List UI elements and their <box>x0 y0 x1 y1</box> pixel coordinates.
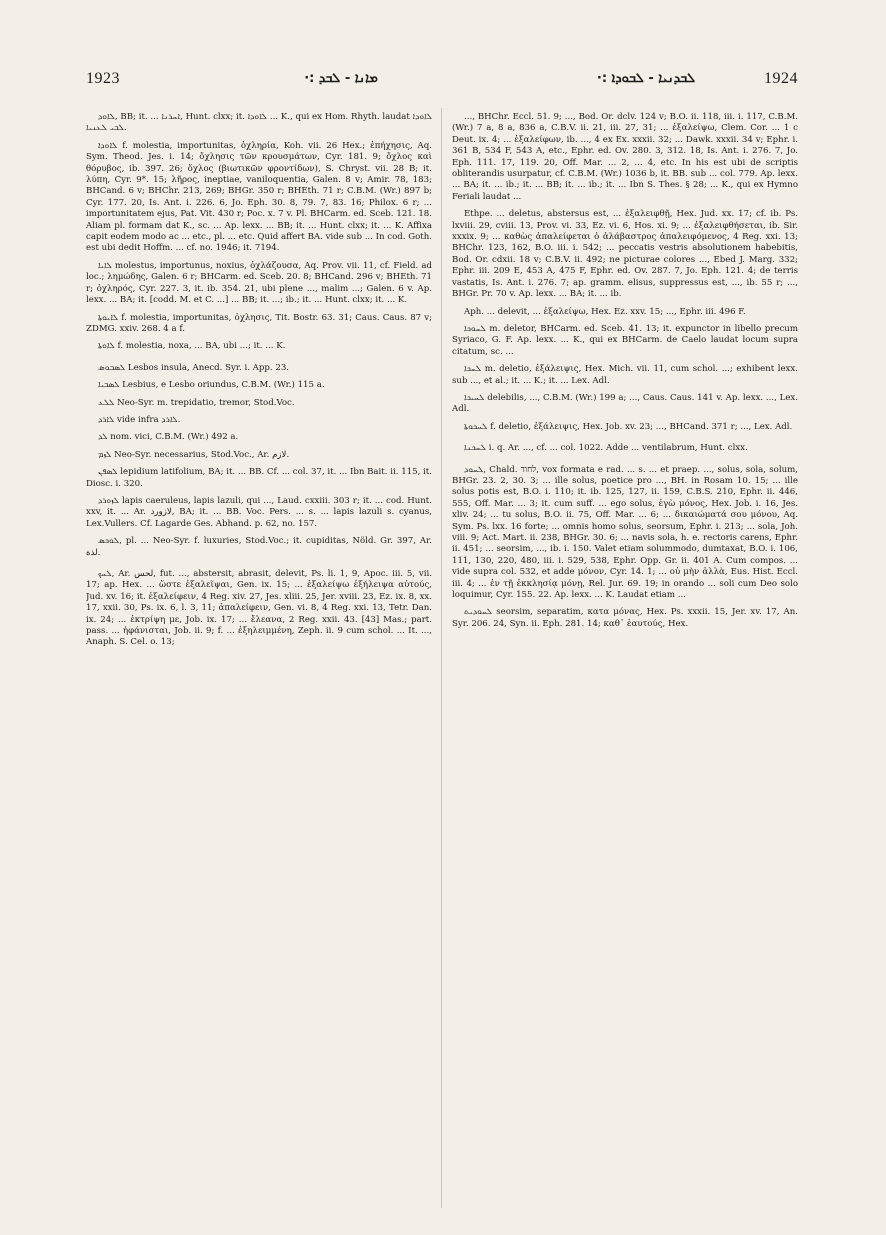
entry: ܠܐܘܬܐ f. molestia, noxa, ... BA, ubi ...; it. ... K. <box>98 341 286 352</box>
entry: ܠܚܟܐ m. deletio, ἐξάλειψις, Hex. Mich. vii. 11, cum schol. ...; exhibent lexx. sub ..., et al.; it. ... K.; it. ... Lex. Adl. <box>452 364 798 386</box>
entry: ܠܚܘܕ, Chald. לחוד, vox formata e rad. ... s. ... et praep. ..., solus, sola, solum, BHGr. 23. 2, 30. 3; ... ille solus, poetice pro ..., BH. in Rosam 10. 15; ... ille solus potis est, B.O. i. 110; it. ib. 125, 127, ii. 159, C.B.S. 210, Ephr. ii. 446, 555, Off. Mar. ... 3; it. cum suff. ... ego solus, ἐγὼ μόνος, Hex. Job. i. 16, Jes. xliv. 24; ... tu solus, B.O. ii. 75, Off. Mar. ... 6; ... δικαιώματά σου μόνου, Aq. Sym. Ps. lxx. 16 forte; ... omnis homo solus, seorsum, Ephr. i. 213; ... sola, Joh. viii. 9; Act. Mart. ii. 238, BHGr. 30. 6; ... navis sola, h. e. rectoris carens, Ephr. ii. 451; ... seorsim, ..., ib. i. 150. Valet etiam solummodo, dumtaxat, B.O. i. 106, 111, 130, 220, 480, iii. i. 529, 538, Ephr. Opp. Gr. ii. 401 A. Cum compos. ... vide supra col. 532, et adde μόνον, Cyr. 14. 1; ... οὐ μὴν ἀλλὰ, Eus. Hist. Eccl. iii. 4; ... ἐν τῇ ἐκκλησίᾳ μόνῃ, Rel. Jur. 69. 19; in orando ... soli cum Deo solo loquimur, Cyr. 155. 22. Ap. lexx. ... K. Laudat etiam ... <box>452 464 798 601</box>
entry: ܠܕ nom. vici, C.B.M. (Wr.) 492 a. <box>98 432 239 443</box>
entry: ܠܚܘܟܐ m. deletor, BHCarm. ed. Sceb. 41. 13; it. expunctor in libello precum Syriaco, G. F. Ap. lexx. ... K., qui ex BHCarm. de Caelo laudat locum supra citatum, sc. ... <box>452 323 798 357</box>
entry: ..., BHChr. Eccl. 51. 9; ..., Bod. Or. dclv. 124 v; B.O. ii. 118, iii. i. 117, C.B.M. (Wr.) 7 a, 8 a, 836 a, C.B.V. ii. 21, iii. 27, 31; ... ἐξαλείψω, Clem. Cor. ... 1 c Deut. ix. 4; ... ἐξαλείφων, ib. ..., 4 ex Ex. xxxii. 32; ... Dawk. xxxii. 34 v; Ephr. i. 361 B, 534 F, 543 A, etc., Ephr. ed. Ov. 280. 3, 312. 18, Is. Ant. i. 276. 7, Jo. Eph. 111. 17, 119. 20, Off. Mar. ... 2, ... 4, etc. In his est ubi de scriptis obliterandis usurpatur, cf. C.B.M. (Wr.) 1036 b, it. BB. sub ... col. 779. Ap. lexx. ... BA; it. ... ib.; it. ... BB; it. ... ib.; it. ... Ibn S. Thes. § 28; ... K., qui ex Hymno Feriali laudat ... <box>452 112 798 202</box>
right-running-head: ·: ܠܒܕܢܝܐ - ܠܒܘܕܐ <box>596 71 696 86</box>
entry: ܠܚܟܘܬܐ f. deletio, ἐξάλειψις, Hex. Job. xv. 23; ..., BHCand. 371 r; ..., Lex. Adl. <box>464 421 793 432</box>
entry: ܠܚܝܟܐ delebilis, ..., C.B.M. (Wr.) 199 a; ..., Caus. Caus. 141 v. Ap. lexx. ..., Lex. Adl. <box>452 392 798 415</box>
right-page-number: 1924 <box>764 70 798 87</box>
entry: ܠܐܪܕ vide infra ܠܐܪܕ. <box>98 414 181 425</box>
entry: ܠܐܝܘܬܐ f. molestia, importunitas, ὀχλησις, Tit. Bostr. 63. 31; Caus. Caus. 87 v; ZDMG. xxiv. 268. 4 a f. <box>86 312 432 334</box>
entry: ܠܐܘܕ, BB; it. ... ܐܚܪܢܐ, Hunt. clxx; it. ܠܐܘܕܐ ... K., qui ex Hom. Rhyth. laudat ܠܐܘܕܐ ܠܒܝ ܠܥܢܝܐ. <box>86 112 432 134</box>
entry: ܠܠܥ Neo-Syr. m. trepidatio, tremor, Stod.Voc. <box>98 397 295 408</box>
entry: ܠܣܦܢ lepidium latifolium, BA; it. ... BB. Cf. ... col. 37, it. ... Ibn Bait. ii. 115, it. Diosc. i. 320. <box>86 467 432 489</box>
entry: ܠܐܘܕܐ f. molestia, importunitas, ὀχληρία, Koh. vii. 26 Hex.; ἐπήχησις, Aq. Sym. Theod. Jes. i. 14; ὄχλησις τῶν κρουσμάτων, Cyr. 181. 9; ὄχλος καὶ θόρυβος, ib. 397. 26; ὄχλος (βιωτικῶν φροντίδων), S. Chryst. vii. 28 B; it. λύπη, Cyr. 9*. 15; λῆρος, ineptiae, vaniloquentia, Galen. 8 v; Amir. 78, 183; BHCand. 6 v; BHChr. 213, 269; BHGr. 350 r; BHEth. 71 r; C.B.M. (Wr.) 897 b; Cyr. 177. 20, Is. Ant. i. 226. 6, Jo. Eph. 30. 8, 79. 7, 83. 16; Philox. 6 r; ... importunitatem ejus, Pat. Vit. 430 r; Poc. x. 7 v. Pl. BHCarm. ed. Sceb. 121. 18. Aliam pl. formam dat K., sc. ... Ap. lexx. ... BB; it. ... Hunt. clxx; it. ... K. Affixa capit eodem modo ac ... etc., pl. ... etc. Quid affert BA. vide sub ... In cod. Goth. est ubi dedit Hoffm. ... cf. no. 1946; it. 7194. <box>86 140 432 254</box>
entry: ܠܙܘܪܕ lapis caeruleus, lapis lazuli, qui ..., Laud. cxxiii. 303 r; it. ... cod. Hunt. xxv, it. ... Ar. لازورد, BA; it. ... BB. Voc. Pers. ... s. ... lapis lazuli s. cyanus, Lex.Vullers. Cf. Lagarde Ges. Abhand. p. 62, no. 157. <box>86 495 432 529</box>
left-column <box>86 112 432 1212</box>
left-page-number: 1923 <box>86 70 120 87</box>
left-running-head: ·: ܡܐܢܐ - ܠܒܕ <box>304 71 378 86</box>
entry: ܠܙܡ Neo-Syr. necessarius, Stod.Voc., Ar. لازم. <box>98 449 290 460</box>
entry: ܠܚܟܢܐ i. q. Ar. ..., cf. ... col. 1022. Adde ... ventilabrum, Hunt. clxx. <box>464 443 748 454</box>
entry: ܠܘܟܣ, pl. ... Neo-Syr. f. luxuries, Stod.Voc.; it. cupiditas, Nöld. Gr. 397, Ar. لذة. <box>86 536 432 558</box>
entry: Aph. ... delevit, ... ἐξαλείψω, Hex. Ez. xxv. 15; ..., Ephr. iii. 496 F. <box>464 306 746 317</box>
entry: Ethpe. ... deletus, abstersus est, ... ἐξαλειφθῇ, Hex. Jud. xx. 17; cf. ib. Ps. lxviii. 29, cviii. 13, Prov. vi. 33, Ez. vi. 6, Hos. xi. 9; ... ἐξαλειφθήσεται, ib. Sir. xxxix. 9; ... καθὼς ἀπαλείφεται ὁ ἀλάβαστρος ἀπαλειφόμενος, 4 Reg. xxi. 13; BHChr. 123, 162, B.O. iii. i. 542; ... peccatis vestris absolutionem habebitis, Bod. Or. cdxii. 18 v; C.B.V. ii. 492; ne picturae colores ..., Ebed J. Marg. 332; Ephr. iii. 209 E, 453 A, 475 F, Ephr. ed. Ov. 287. 7, Jo. Eph. 121. 4; de terris vastatis, Is. Ant. i. 276. 7; ap. gramm. elisus, suppressus est, ..., ib. 55 r; ..., BHGr. Pr. 70 v. Ap. lexx. ... BA; it. ... ib. <box>452 209 798 300</box>
right-column <box>452 112 798 1212</box>
entry: ܠܐܝܐ molestus, importunus, noxius, ὀχλάζουσα, Aq. Prov. vii. 11, cf. Field. ad loc.; λημώδης, Galen. 6 r; BHCarm. ed. Sceb. 20. 8; BHCand. 296 v; BHEth. 71 r; ὀχληρός, Cyr. 227. 3, it. ib. 354. 21, ubi plene ..., malim ...; Galen. 6 v. Ap. lexx. ... BA; it. [codd. M. et C. ...] ... BB; it. ...; ib.; it. ... Hunt. clxx; it. ... K. <box>86 260 432 306</box>
page-header <box>86 70 798 92</box>
entry: ܠܚܘܕܝܬ seorsim, separatim, κατα μόνας, Hex. Ps. xxxii. 15, Jer. xv. 17, An. Syr. 206. 24, Syn. ii. Eph. 281. 14; καθ᾽ ἑαυτούς, Hex. <box>452 607 798 629</box>
column-divider <box>441 108 442 1208</box>
entry: ܠܣܒܘܣ Lesbos insula, Anecd. Syr. i. App. 23. <box>98 362 290 373</box>
entry: ܠܚܟ, Ar. لحس, fut. ..., abstersit, abrasit, delevit, Ps. li. 1, 9, Apoc. iii. 5, vii. 17; ap. Hex. ... ὥστε ἐξαλεῖψαι, Gen. ix. 15; ... ἐξαλείψω ἐξήλειψα αὐτούς, Jud. xv. 16; it. ἐξαλείφειν, 4 Reg. xiv. 27, Jes. xliii. 25, Jer. xviii. 23, Ez. ix. 8, xx. 17, xxii. 30, Ps. ix. 6, l. 3, 11; ἀπαλείφειν, Gen. vi. 8, 4 Reg. xxi. 13, Tetr. Dan. ix. 24; ... ἐκτρίψη με, Job. ix. 17; ... ἔλεανα, 2 Reg. xxii. 43. [43] Mas.; part. pass. ... ἠφάνισται, Job. ii. 9; f. ... ἐξηλειμμένη, Zeph. ii. 9 cum schol. ... It. ..., Anaph. S. Cel. o. 13; <box>86 569 432 648</box>
entry: ܠܣܒܝܐ Lesbius, e Lesbo oriundus, C.B.M. (Wr.) 115 a. <box>98 380 325 391</box>
